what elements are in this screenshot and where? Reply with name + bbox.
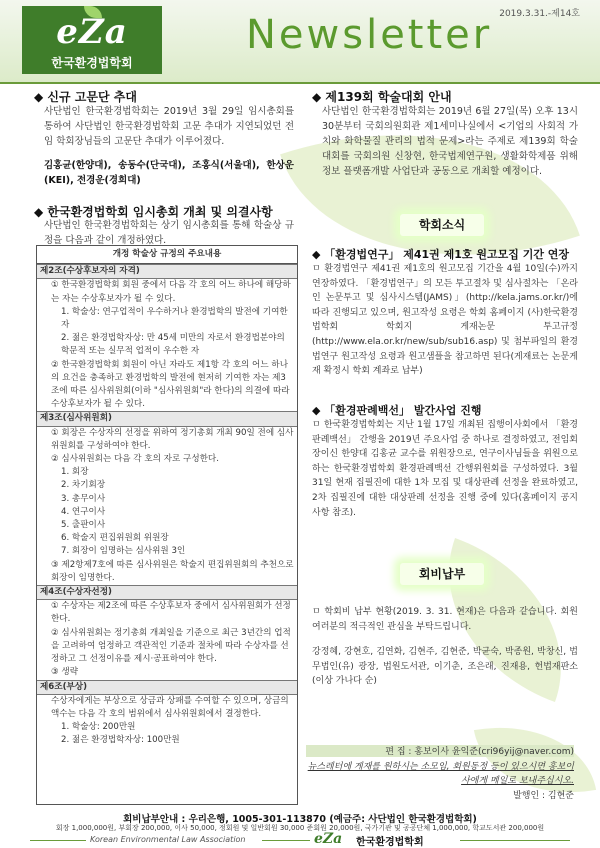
rules-line: 2. 차기회장	[61, 480, 106, 491]
editor-line: 편 집 : 홍보이사 윤익준(cri96yij@naver.com)	[385, 747, 574, 757]
editor-notice: 뉴스레터에 게재를 원하시는 소모임, 회원동정 등이 있으시면 홍보이사에게 메일로 보내주십시오.	[307, 762, 574, 786]
rules-line: 6. 학술지 편집위원회 위원장	[61, 533, 169, 544]
section-heading: ◆ 제139회 학술대회 안내	[312, 90, 452, 104]
logo	[22, 6, 162, 74]
logo-text: eZa	[56, 12, 128, 52]
section-paragraph: 사단법인 한국환경법학회는 2019년 6월 27일(목) 오후 13시 30분부터 국회의원회관 제1세미나실에서 <기업의 사회적 가치와 화학물질 관리의 법적 문제>라는 주제로 제139회 학술대회를 국회의원 신창현, 한국법제연구원, 생활화학제품 위해정보 플랫폼개발 사업단과 공동으로 개최할 예정이다.	[322, 106, 578, 177]
rules-line: ① 수상자는 제2조에 따른 수상후보자 중에서 심사위원회가 선정한다.	[51, 601, 291, 625]
rules-line: 4. 연구이사	[61, 506, 106, 517]
rules-line: ② 심사위원회는 정기총회 개최일을 기준으로 최근 3년간의 업적을 고려하여 엄정하고 객관적인 기준과 절차에 따라 수상자를 선정하고 그 선정이유를 제시·공표하여야 한다.	[51, 627, 291, 665]
association-korean-name: 한국환경법학회	[356, 837, 424, 848]
footer-divider	[262, 840, 310, 841]
footer-logo: eZa	[314, 831, 343, 847]
section-paragraph: ㅁ 환경법연구 제41권 제1호의 원고모집 기간을 4월 10일(수)까지 연장하였다. 「환경법연구」의 모든 투고절차 및 심사절차는 「온라인 논문투고 및 심사시스템(JAMS)」(http://kela.jams.or.kr/)에 따라 진행되고 있으며, 원고작성 요령은 학회 홈페이지 (사)한국환경법학회 학회지 게재논문 투고규정(http://www.ela.or.kr/new/sub/sub16.asp) 및 첨부파일의 환경법연구 원고작성 요령과 원고샘플을 참고하면 된다(게재료는 논문게재 확정시 학회 계좌로 납부)	[312, 264, 578, 377]
rules-table	[36, 245, 298, 805]
issue-date: 2019.3.31.-제14호	[499, 9, 580, 19]
rules-line: ② 심사위원회는 다음 각 호의 자로 구성한다.	[51, 454, 219, 465]
rules-line: 5. 출판이사	[61, 520, 106, 531]
fee-payers: 강정혜, 강현호, 김연화, 김현주, 김현준, 박균숙, 박종원, 박창신, 법무법인(유) 광장, 법원도서관, 이기춘, 조은래, 진재용, 헌법재판소 (이상 가나다 순)	[312, 647, 578, 687]
section-heading: ◆ 「환경판례백선」 발간사업 진행	[312, 404, 482, 417]
rules-line: 7. 회장이 임명하는 심사위원 3인	[61, 546, 186, 557]
newsletter-title: Newsletter	[246, 12, 493, 58]
fee-schedule: 회장 1,000,000원, 부회장 200,000, 이사 50,000, 정회원 및 일반회원 30,000 준회원 20,000원, 국가기관 및 공공단체 1,000,000, 학교도서관 200,000원	[55, 824, 545, 832]
rules-line: 1. 회장	[61, 467, 89, 478]
section-heading: ◆ 한국환경법학회 임시총회 개최 및 의결사항	[34, 205, 273, 219]
association-english-name: Korean Environmental Law Association	[90, 835, 246, 844]
rules-line: ③ 제2항제7호에 따른 심사위원은 학술지 편집위원회의 추천으로 회장이 임명한다.	[51, 559, 294, 583]
rules-line: 1. 학술상: 연구업적이 우수하거나 환경법학의 발전에 기여한 자	[61, 306, 288, 331]
fee-account-info: 회비납부안내 : 우리은행, 1005-301-113870 (예금주: 사단법인 한국환경법학회)	[123, 814, 477, 825]
rules-section-title: 제2조(수상후보자의 자격)	[37, 264, 297, 279]
rules-section-title: 제6조(부상)	[37, 680, 297, 695]
rules-line: ③ 생략	[51, 667, 79, 678]
advisor-names: 김홍균(한양대), 송동수(단국대), 조홍식(서울대), 한상운(KEI), 전경운(경희대)	[44, 160, 294, 186]
section-heading: ◆ 「환경법연구」 제41권 제1호 원고모집 기간 연장	[312, 248, 570, 261]
section-heading: ◆ 신규 고문단 추대	[34, 90, 137, 104]
masthead	[0, 0, 600, 84]
rules-line: ① 한국환경법학회 회원 중에서 다음 각 호의 어느 하나에 해당하는 자는 수상후보자가 될 수 있다.	[51, 280, 291, 304]
section-paragraph: 사단법인 한국환경법학회는 상기 임시총회를 통해 학술상 규정을 다음과 같이 개정하였다.	[44, 220, 294, 246]
publisher-line: 발행인 : 김현준	[513, 791, 574, 801]
rules-line: 1. 학술상: 200만원	[61, 722, 136, 733]
rules-section-title: 제3조(심사위원회)	[37, 411, 297, 426]
section-paragraph: ㅁ 한국환경법학회는 지난 1월 17일 개최된 집행이사회에서 「환경판례백선」 간행을 2019년 주요사업 중 하나로 결정하였고, 전임회장이신 한양대 김홍균 교수를 위원장으로, 연구이사님들을 위원으로 하는 한국환경법학회 환경판례백선 간행위원회를 구성하였다. 3월 31일 현재 집필진에 대한 1차 모집 및 대상판례 선정을 완료하였고, 2차 집필진에 대한 대상판례 선정을 진행 중에 있다(홈페이지 공지사항 참조).	[312, 420, 578, 518]
fee-paragraph: ㅁ 학회비 납부 현황(2019. 3. 31. 현재)은 다음과 같습니다. 회원 여러분의 적극적인 관심을 부탁드립니다.	[312, 607, 578, 632]
logo-subtitle: 한국환경법학회	[51, 56, 133, 70]
rules-line: ② 한국환경법학회 회원이 아닌 자라도 제1항 각 호의 어느 하나의 요건을 충족하고 환경법학의 발전에 현저히 기여한 자는 제3조에 따른 심사위원회(이하 "심사위원회"라 한다)의 의결에 따라 수상후보자가 될 수 있다.	[51, 359, 290, 410]
footer-divider	[30, 840, 86, 841]
rules-line: 2. 젊은 환경법학자상: 만 45세 미만의 자로서 환경법분야의 학문적 또는 실무적 업적이 우수한 자	[61, 333, 285, 357]
section-paragraph: 사단법인 한국환경법학회는 2019년 3월 29일 임시총회를 통하여 사단법인 한국환경법학회 고문 추대가 지연되었던 전임 학회장님들의 고문단 추대가 이루어졌다.	[44, 106, 294, 147]
rules-line: 수상자에게는 부상으로 상금과 상패를 수여할 수 있으며, 상금의 액수는 다음 각 호의 범위에서 심사위원회에서 결정한다.	[51, 695, 289, 719]
rules-table-body	[37, 264, 297, 747]
news-tag: 학회소식	[400, 214, 484, 236]
footer-divider	[460, 840, 570, 841]
fee-tag: 회비납부	[400, 563, 484, 585]
rules-line: 3. 총무이사	[61, 493, 106, 504]
rules-line: ① 회장은 수상자의 선정을 위하여 정기총회 개최 90일 전에 심사위원회를 구성하여야 한다.	[51, 427, 294, 451]
rules-section-title: 제4조(수상자선정)	[37, 585, 297, 600]
rules-line: 2. 젊은 환경법학자상: 100만원	[61, 735, 180, 746]
rules-table-title: 개정 학술상 규정의 주요내용	[37, 246, 297, 264]
